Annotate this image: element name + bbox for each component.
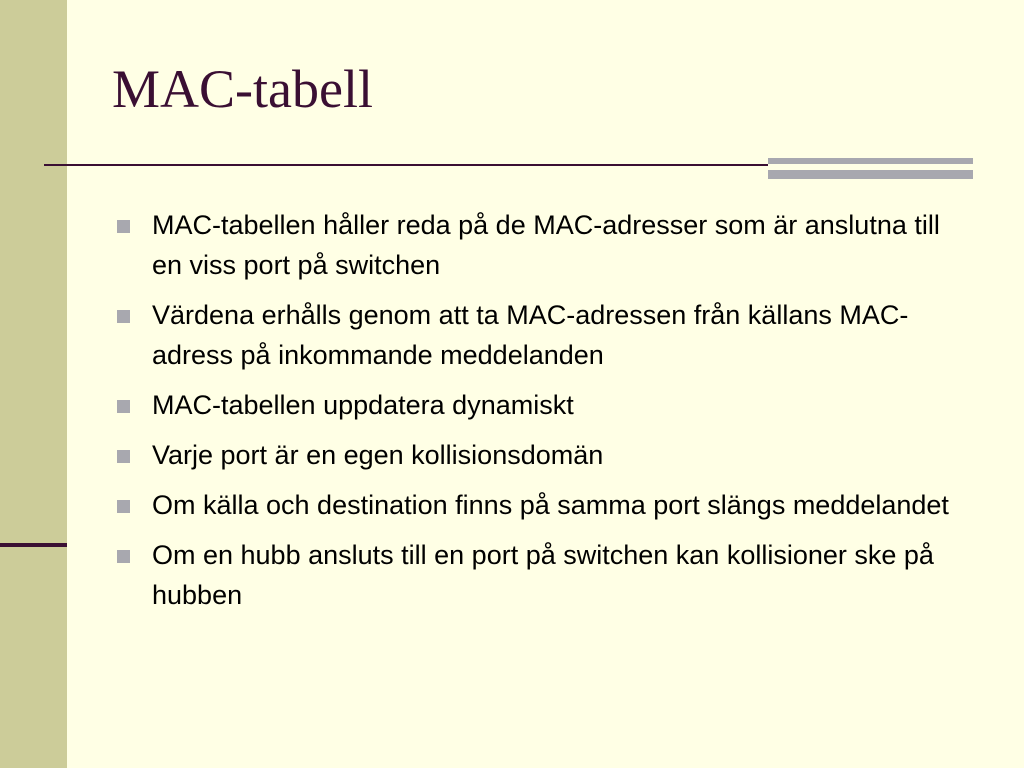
bullet-item — [112, 535, 972, 615]
bullet-item — [112, 295, 972, 375]
bullet-text: MAC-tabellen uppdatera dynamiskt — [152, 390, 574, 420]
left-decor-bar — [0, 0, 67, 768]
left-decor-line — [0, 543, 67, 547]
decor-bar-bottom — [768, 170, 973, 179]
bullet-item — [112, 205, 972, 285]
bullet-text: Om källa och destination finns på samma port slängs meddelandet — [152, 490, 949, 520]
bullet-item — [112, 435, 972, 475]
square-bullet-icon — [117, 550, 130, 563]
square-bullet-icon — [117, 310, 130, 323]
bullet-item — [112, 385, 972, 425]
bullet-list — [112, 205, 972, 625]
bullet-text: MAC-tabellen håller reda på de MAC-adresser som är anslutna till en viss port på switchen — [152, 210, 940, 280]
bullet-text: Varje port är en egen kollisionsdomän — [152, 440, 604, 470]
title-underline — [44, 164, 768, 166]
square-bullet-icon — [117, 500, 130, 513]
square-bullet-icon — [117, 450, 130, 463]
bullet-text: Om en hubb ansluts till en port på switchen kan kollisioner ske på hubben — [152, 540, 934, 610]
square-bullet-icon — [117, 220, 130, 233]
square-bullet-icon — [117, 400, 130, 413]
slide-title: MAC-tabell — [112, 59, 373, 119]
bullet-item — [112, 485, 972, 525]
decor-bar-top — [768, 158, 973, 164]
bullet-text: Värdena erhålls genom att ta MAC-adressen från källans MAC-adress på inkommande meddelanden — [152, 300, 909, 370]
